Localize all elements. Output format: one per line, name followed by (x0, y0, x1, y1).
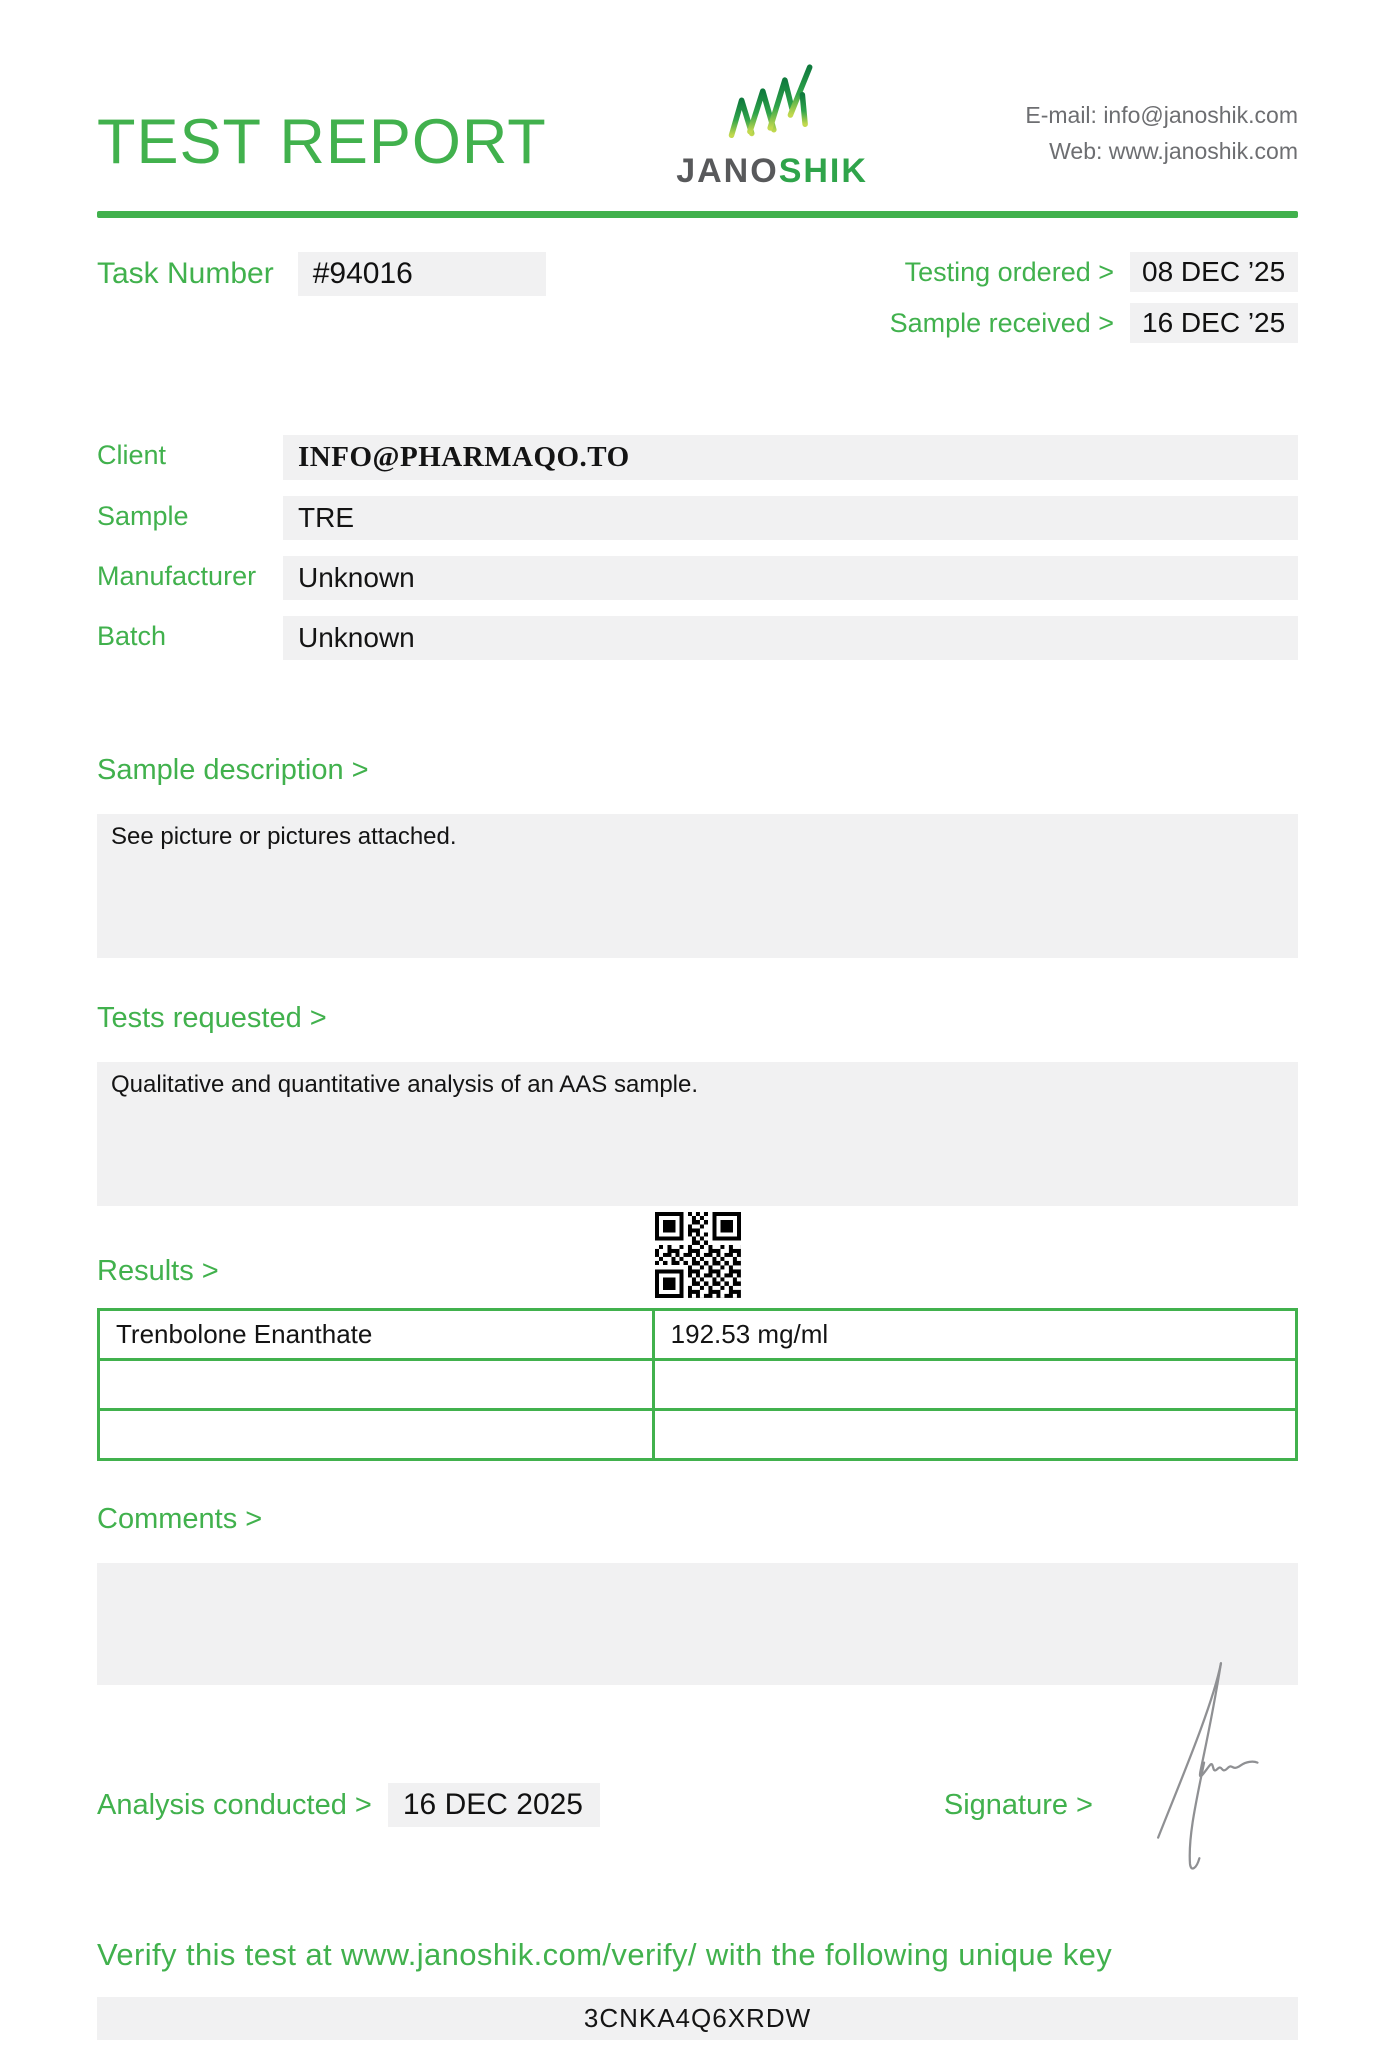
result-amount (653, 1360, 1296, 1410)
header-divider (97, 211, 1298, 218)
logo-wordmark (676, 152, 868, 191)
page-title: TEST REPORT (97, 107, 547, 177)
verify-key: 3CNKA4Q6XRDW (583, 2003, 812, 2033)
dates-block (890, 252, 1298, 343)
comments-heading: Comments > (97, 1503, 263, 1535)
meta-section (97, 252, 1298, 343)
result-substance (99, 1360, 654, 1410)
sample-description-heading: Sample description > (97, 754, 369, 786)
logo-jano: JANO (676, 152, 779, 190)
manufacturer-value: Unknown (283, 556, 1298, 600)
verify-instruction: Verify this test at www.janoshik.com/verify/ with the following unique key (97, 1937, 1113, 1972)
sample-received-label: Sample received > (889, 307, 1114, 338)
testing-ordered-label: Testing ordered > (904, 256, 1114, 287)
results-table (97, 1308, 1298, 1461)
task-number-value: #94016 (298, 252, 546, 296)
tests-requested-heading: Tests requested > (97, 1002, 327, 1034)
analysis-conducted-label: Analysis conducted > (97, 1788, 372, 1821)
contact-web: Web: www.janoshik.com (1049, 137, 1298, 164)
task-number-label: Task Number (97, 257, 274, 290)
verify-section (97, 1937, 1298, 2048)
batch-value: Unknown (283, 616, 1298, 660)
sample-info-section (97, 435, 1298, 676)
contact-block (1025, 98, 1298, 169)
tests-requested-text: Qualitative and quantitative analysis of an AAS sample. (111, 1071, 699, 1098)
result-amount (653, 1410, 1296, 1460)
testing-ordered-value: 08 DEC ’25 (1130, 252, 1298, 292)
result-substance (99, 1410, 654, 1460)
table-row (99, 1410, 1297, 1460)
sample-label: Sample (97, 501, 189, 531)
analysis-conducted-row (97, 1783, 600, 1827)
manufacturer-label: Manufacturer (97, 561, 257, 591)
report-header (97, 58, 1298, 191)
result-amount: 192.53 mg/ml (653, 1310, 1296, 1360)
table-row (99, 1310, 1297, 1360)
results-heading: Results > (97, 1255, 219, 1287)
signature-label: Signature > (943, 1788, 1093, 1821)
batch-row (97, 616, 1298, 660)
task-number-row (97, 252, 546, 296)
contact-email: E-mail: info@janoshik.com (1025, 102, 1298, 128)
analysis-date-value: 16 DEC 2025 (388, 1783, 600, 1827)
client-label: Client (97, 440, 167, 470)
sample-description-panel (97, 814, 1298, 958)
sample-received-value: 16 DEC ’25 (1130, 303, 1298, 343)
table-row (99, 1360, 1297, 1410)
result-substance: Trenbolone Enanthate (99, 1310, 654, 1360)
tests-requested-panel (97, 1062, 1298, 1206)
janoshik-logo (676, 58, 868, 191)
comments-panel (97, 1563, 1298, 1685)
verify-key-box (97, 1997, 1298, 2040)
analysis-signature-row (97, 1745, 1298, 1865)
handwritten-signature (1130, 1647, 1280, 1882)
sample-received-row (890, 303, 1298, 343)
sample-row (97, 496, 1298, 540)
client-row (97, 435, 1298, 480)
testing-ordered-row (890, 252, 1298, 292)
batch-label: Batch (97, 621, 167, 651)
qr-code (655, 1212, 741, 1298)
logo-shik: SHIK (778, 152, 868, 190)
results-header-row (97, 1212, 1298, 1308)
sample-value: TRE (283, 496, 1298, 540)
chart-growth-icon (712, 58, 832, 150)
manufacturer-row (97, 556, 1298, 600)
sample-description-text: See picture or pictures attached. (111, 823, 457, 850)
client-value: INFO@PHARMAQO.TO (283, 435, 1298, 480)
